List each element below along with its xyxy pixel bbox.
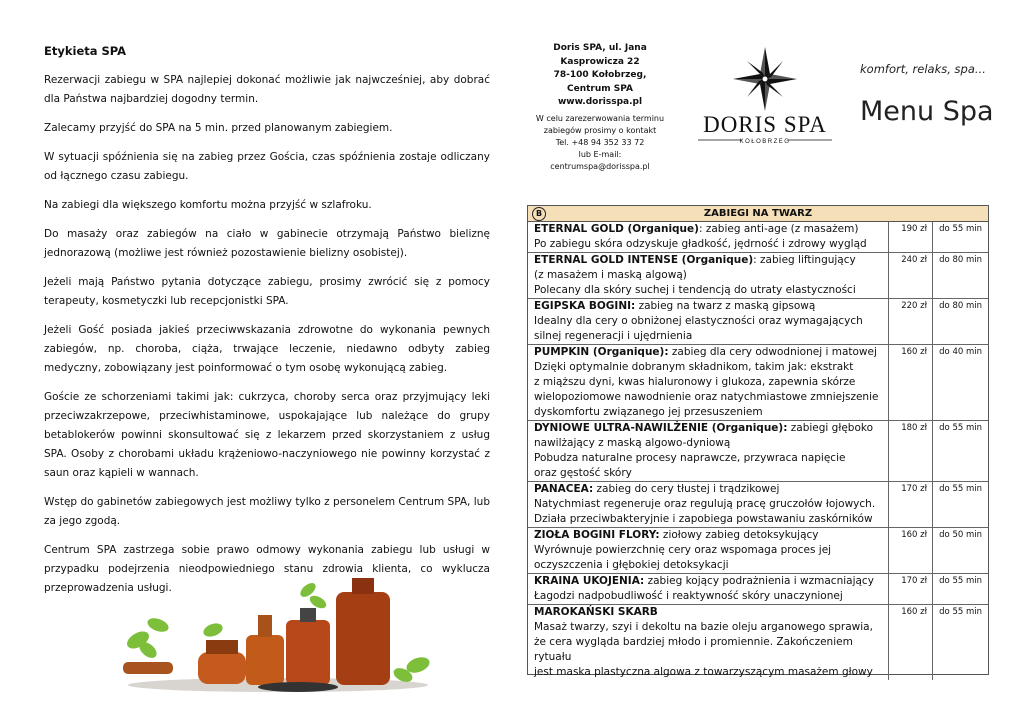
treatment-subtitle: zabieg na twarz z maską gipsową [635, 300, 816, 312]
treatment-duration: do 80 min [932, 299, 988, 344]
section-b-icon: B [532, 207, 546, 221]
treatment-price: 220 zł [888, 299, 932, 344]
address-line: Kasprowicza 22 [560, 56, 640, 67]
treatment-row [528, 574, 988, 605]
etiquette-title: Etykieta SPA [44, 44, 127, 58]
treatment-description: Masaż twarzy, szyi i dekoltu na bazie oleju arganowego sprawia, [534, 621, 873, 633]
menu-title: Menu Spa [860, 96, 994, 127]
treatment-row [528, 528, 988, 574]
contact-note: W celu zarezerwowania terminu [535, 113, 665, 123]
treatment-description: z miąższu dyni, kwas hialuronowy i glukoza, zapewnia skórze [534, 376, 856, 388]
treatment-description: (z masażem i maską algową) [534, 269, 687, 281]
treatment-description: oraz gęstość skóry [534, 467, 632, 479]
treatment-price: 180 zł [888, 421, 932, 481]
treatment-name: PANACEA: [534, 483, 594, 495]
etiquette-paragraph: Jeżeli Gość posiada jakieś przeciwwskazania zdrowotne do wykonania pewnych zabiegów, np. choroba, ciąża, trwające leczenie, niedawno odbyty zabieg medyczny, zobowiązany jest poinformować o tym osobę wykonującą zabieg. [44, 324, 490, 374]
contact-note: lub E-mail: [578, 149, 622, 159]
etiquette-paragraph: Wstęp do gabinetów zabiegowych jest możliwy tylko z personelem Centrum SPA, lub za jego zgodą. [44, 496, 490, 527]
treatment-duration: do 55 min [932, 421, 988, 481]
etiquette-paragraph: W sytuacji spóźnienia się na zabieg przez Gościa, czas spóźnienia zostaje odliczany od łącznego czasu zabiegu. [44, 151, 490, 182]
address-line: Doris SPA, ul. Jana [553, 43, 647, 53]
treatment-subtitle: zabieg dla cery odwodnionej i matowej [668, 346, 877, 358]
treatment-price: 170 zł [888, 574, 932, 604]
treatment-subtitle: zabieg do cery tłustej i trądzikowej [593, 483, 780, 495]
phone-number[interactable]: Tel. +48 94 352 33 72 [555, 137, 645, 147]
treatment-subtitle: ziołowy zabieg detoksykujący [659, 529, 819, 541]
treatment-description: nawilżający z maską algowo-dyniową [534, 437, 731, 449]
contact-note: zabiegów prosimy o kontakt [543, 125, 657, 135]
treatment-row [528, 482, 988, 528]
etiquette-paragraph: Zalecamy przyjść do SPA na 5 min. przed planowanym zabiegiem. [44, 122, 393, 134]
email-link[interactable]: centrumspa@dorisspa.pl [550, 161, 650, 171]
treatment-description: dyskomfortu związanego jej przesuszeniem [534, 406, 763, 418]
treatment-row [528, 299, 988, 345]
treatment-duration: do 40 min [932, 345, 988, 420]
etiquette-paragraph: Jeżeli mają Państwo pytania dotyczące zabiegu, prosimy zwrócić się z pomocy terapeuty, kosmetyczki lub recepcjonistki SPA. [44, 276, 490, 307]
treatment-row [528, 421, 988, 482]
treatment-description: Dzięki optymalnie dobranym składnikom, takim jak: ekstrakt [534, 361, 854, 373]
treatment-duration: do 55 min [932, 605, 988, 680]
doris-spa-logo [690, 44, 840, 148]
compass-star-icon [733, 47, 797, 111]
treatment-subtitle: : zabieg anti-age (z masażem) [698, 223, 859, 235]
treatment-description: Pobudza naturalne procesy naprawcze, przywraca napięcie [534, 452, 846, 464]
treatment-name: MAROKAŃSKI SKARB [534, 606, 658, 618]
etiquette-column [44, 42, 490, 608]
svg-text:DORIS SPA: DORIS SPA [703, 112, 827, 137]
treatment-description: wielopoziomowe nawodnienie oraz natychmiastowe zmniejszenie [534, 391, 879, 403]
website-link[interactable]: www.dorisspa.pl [557, 97, 643, 107]
treatment-subtitle: : zabieg liftingujący [753, 254, 856, 266]
treatment-price: 190 zł [888, 222, 932, 252]
treatment-description: Idealny dla cery o obniżonej elastyczności oraz wymagających silnej regeneracji i ujędrnienia [534, 315, 863, 342]
etiquette-paragraph: Na zabiegi dla większego komfortu można przyjść w szlafroku. [44, 199, 372, 211]
treatment-row [528, 222, 988, 253]
section-title: ZABIEGI NA TWARZ [703, 208, 813, 219]
treatment-description: że cera wygląda bardziej młodo i promiennie. Zakończeniem rytuału [534, 636, 853, 663]
treatment-price: 160 zł [888, 345, 932, 420]
treatment-description: Działa przeciwbakteryjnie i zapobiega powstawaniu zaskórników [534, 513, 873, 525]
address-line: Centrum SPA [567, 83, 633, 94]
etiquette-paragraph: Rezerwacji zabiegu w SPA najlepiej dokonać możliwie jak najwcześniej, aby dobrać dla Państwa najbardziej dogodny termin. [44, 74, 490, 105]
treatment-name: ETERNAL GOLD INTENSE (Organique) [534, 254, 754, 266]
treatment-row [528, 605, 988, 680]
treatment-name: ZIOŁA BOGINI FLORY: [534, 529, 660, 541]
treatment-name: DYNIOWE ULTRA-NAWILŻENIE (Organique): [534, 422, 788, 434]
treatment-duration: do 55 min [932, 222, 988, 252]
tagline: komfort, relaks, spa... [860, 62, 986, 76]
etiquette-paragraph: Goście ze schorzeniami takimi jak: cukrzyca, choroby serca oraz przyjmujący leki przeciwzakrzepowe, przeciwhistaminowe, uspokajające lub należące do grupy betablokerów powinni skonsultować się z lekarzem przed skorzystaniem z usług SPA. Osoby z chorobami układu krążeniowo-naczyniowego nie powinny korzystać z saun oraz kąpieli w wannach. [44, 391, 490, 479]
treatment-price: 240 zł [888, 253, 932, 298]
treatment-name: ETERNAL GOLD (Organique) [534, 223, 699, 235]
treatment-duration: do 55 min [932, 482, 988, 527]
section-header [528, 206, 988, 222]
treatment-name: PUMPKIN (Organique): [534, 346, 669, 358]
spa-bottles-photo [118, 570, 438, 695]
treatment-price: 160 zł [888, 528, 932, 573]
treatment-description: Po zabiegu skóra odzyskuje gładkość, jędrność i zdrowy wygląd [534, 238, 867, 250]
treatment-name: EGIPSKA BOGINI: [534, 300, 636, 312]
treatment-row [528, 253, 988, 299]
address-line: 78-100 Kołobrzeg, [553, 70, 647, 80]
treatment-subtitle: zabieg kojący podrażnienia i wzmacniający [644, 575, 874, 587]
svg-text:KOŁOBRZEG: KOŁOBRZEG [739, 139, 791, 145]
etiquette-paragraph: Centrum SPA zastrzega sobie prawo odmowy wykonania zabiegu lub usługi w przypadku podejrzenia nieodpowiedniego stanu zdrowia klienta, co wyklucza przeprowadzenia usługi. [44, 544, 490, 594]
treatment-duration: do 50 min [932, 528, 988, 573]
treatment-duration: do 55 min [932, 574, 988, 604]
treatment-description: Wyrównuje powierzchnię cery oraz wspomaga proces jej oczyszczenia i głębokiej detoksykacji [534, 544, 832, 571]
etiquette-paragraph: Do masaży oraz zabiegów na ciało w gabinecie otrzymają Państwo bieliznę jednorazową (możliwe jest również pozostawienie bielizny osobistej). [44, 228, 490, 259]
contact-block [533, 42, 667, 173]
treatment-duration: do 80 min [932, 253, 988, 298]
treatment-description: jest maska plastyczna algowa z towarzyszącym masażem głowy [534, 666, 873, 678]
treatment-description: Polecany dla skóry suchej i tendencją do utraty elastyczności [534, 284, 856, 296]
treatment-description: Natychmiast regeneruje oraz regulują pracę gruczołów łojowych. [534, 498, 876, 510]
treatment-name: KRAINA UKOJENIA: [534, 575, 645, 587]
treatment-subtitle: zabiegi głęboko [787, 422, 873, 434]
treatment-description: Łagodzi nadpobudliwość i reaktywność skóry unaczynionej [534, 590, 843, 602]
treatment-row [528, 345, 988, 421]
treatment-price: 170 zł [888, 482, 932, 527]
treatment-menu-table [527, 205, 989, 678]
treatment-price: 160 zł [888, 605, 932, 680]
